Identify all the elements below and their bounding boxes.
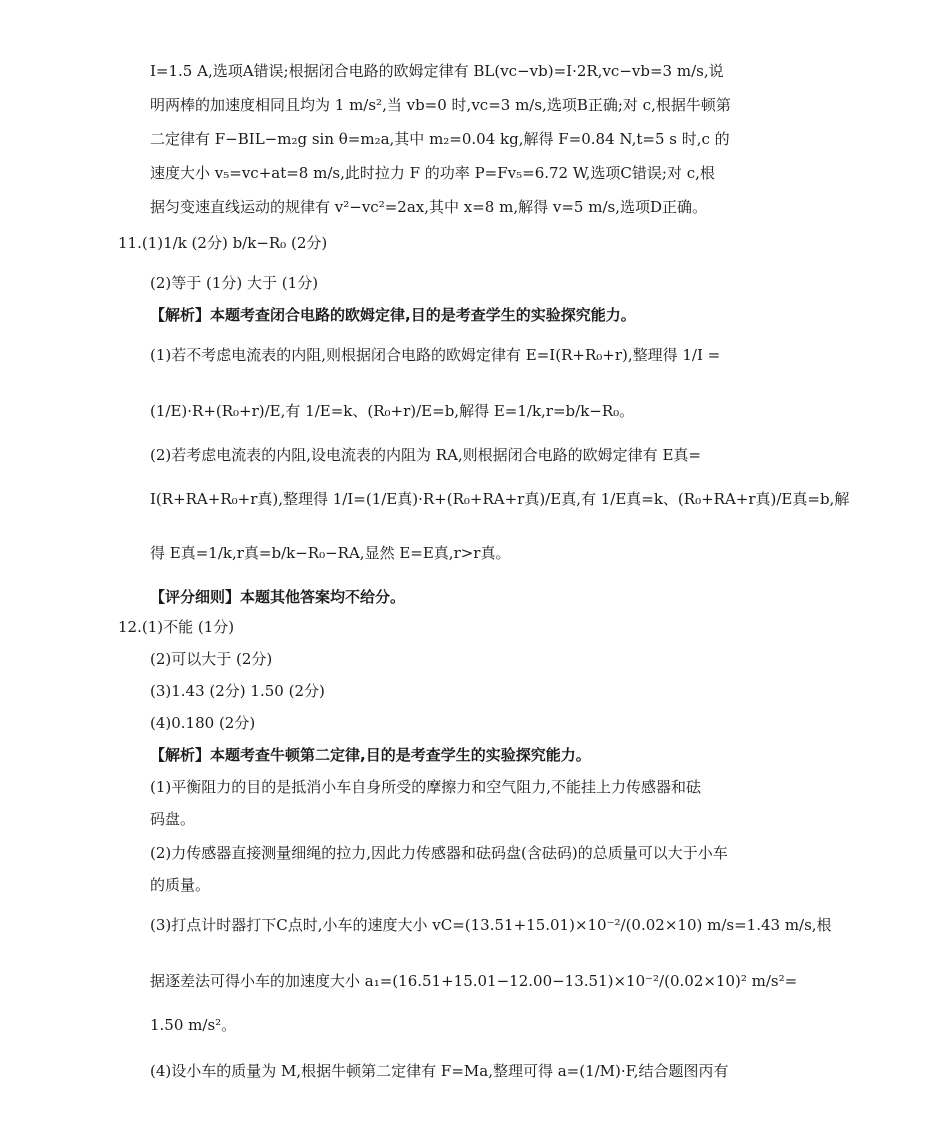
text-line: I(R+RA+R₀+r真),整理得 1/I=(1/E真)·R+(R₀+RA+r真)/E真,有 1/E真=k、(R₀+RA+r真)/E真=b,解 — [150, 490, 850, 508]
text-line: (2)若考虑电流表的内阻,设电流表的内阻为 RA,则根据闭合电路的欧姆定律有 E真= — [150, 446, 701, 464]
question-11-answer: 11.(1)1/k (2分) b/k−R₀ (2分) — [118, 234, 328, 252]
text-line: 二定律有 F−BIL−m₂g sin θ=m₂a,其中 m₂=0.04 kg,解得 F=0.84 N,t=5 s 时,c 的 — [150, 130, 730, 148]
text-line: (2)等于 (1分) 大于 (1分) — [150, 274, 319, 292]
text-line: 得 E真=1/k,r真=b/k−R₀−RA,显然 E=E真,r>r真。 — [150, 544, 511, 562]
analysis-heading: 【解析】本题考查闭合电路的欧姆定律,目的是考查学生的实验探究能力。 — [150, 306, 636, 324]
text-line: (1)平衡阻力的目的是抵消小车自身所受的摩擦力和空气阻力,不能挂上力传感器和砝 — [150, 778, 702, 796]
text-line: (4)设小车的质量为 M,根据牛顿第二定律有 F=Ma,整理可得 a=(1/M)·F,结合题图丙有 — [150, 1062, 729, 1080]
text-line: (1)若不考虑电流表的内阻,则根据闭合电路的欧姆定律有 E=I(R+R₀+r),整理得 1/I = — [150, 346, 721, 364]
text-line: 速度大小 v₅=vc+at=8 m/s,此时拉力 F 的功率 P=Fv₅=6.72 W,选项C错误;对 c,根 — [150, 164, 715, 182]
question-12-answer: 12.(1)不能 (1分) — [118, 618, 235, 636]
text-line: 1.50 m/s²。 — [150, 1016, 237, 1034]
text-line: (2)可以大于 (2分) — [150, 650, 273, 668]
text-line: (1/E)·R+(R₀+r)/E,有 1/E=k、(R₀+r)/E=b,解得 E=1/k,r=b/k−R₀。 — [150, 402, 635, 420]
text-line: 据匀变速直线运动的规律有 v²−vc²=2ax,其中 x=8 m,解得 v=5 m/s,选项D正确。 — [150, 198, 707, 216]
text-line: 明两棒的加速度相同且均为 1 m/s²,当 vb=0 时,vc=3 m/s,选项B正确;对 c,根据牛顿第 — [150, 96, 731, 114]
text-line: 的质量。 — [150, 876, 211, 894]
text-line: 码盘。 — [150, 810, 196, 828]
text-line: I=1.5 A,选项A错误;根据闭合电路的欧姆定律有 BL(vc−vb)=I·2R,vc−vb=3 m/s,说 — [150, 62, 724, 80]
text-line: (4)0.180 (2分) — [150, 714, 256, 732]
analysis-heading: 【解析】本题考查牛顿第二定律,目的是考查学生的实验探究能力。 — [150, 746, 591, 764]
text-line: 据逐差法可得小车的加速度大小 a₁=(16.51+15.01−12.00−13.51)×10⁻²/(0.02×10)² m/s²= — [150, 972, 798, 990]
text-line: (3)打点计时器打下C点时,小车的速度大小 vC=(13.51+15.01)×10⁻²/(0.02×10) m/s=1.43 m/s,根 — [150, 916, 832, 934]
scoring-heading: 【评分细则】本题其他答案均不给分。 — [150, 588, 406, 606]
text-line: (3)1.43 (2分) 1.50 (2分) — [150, 682, 325, 700]
text-line: (2)力传感器直接测量细绳的拉力,因此力传感器和砝码盘(含砝码)的总质量可以大于小车 — [150, 844, 728, 862]
